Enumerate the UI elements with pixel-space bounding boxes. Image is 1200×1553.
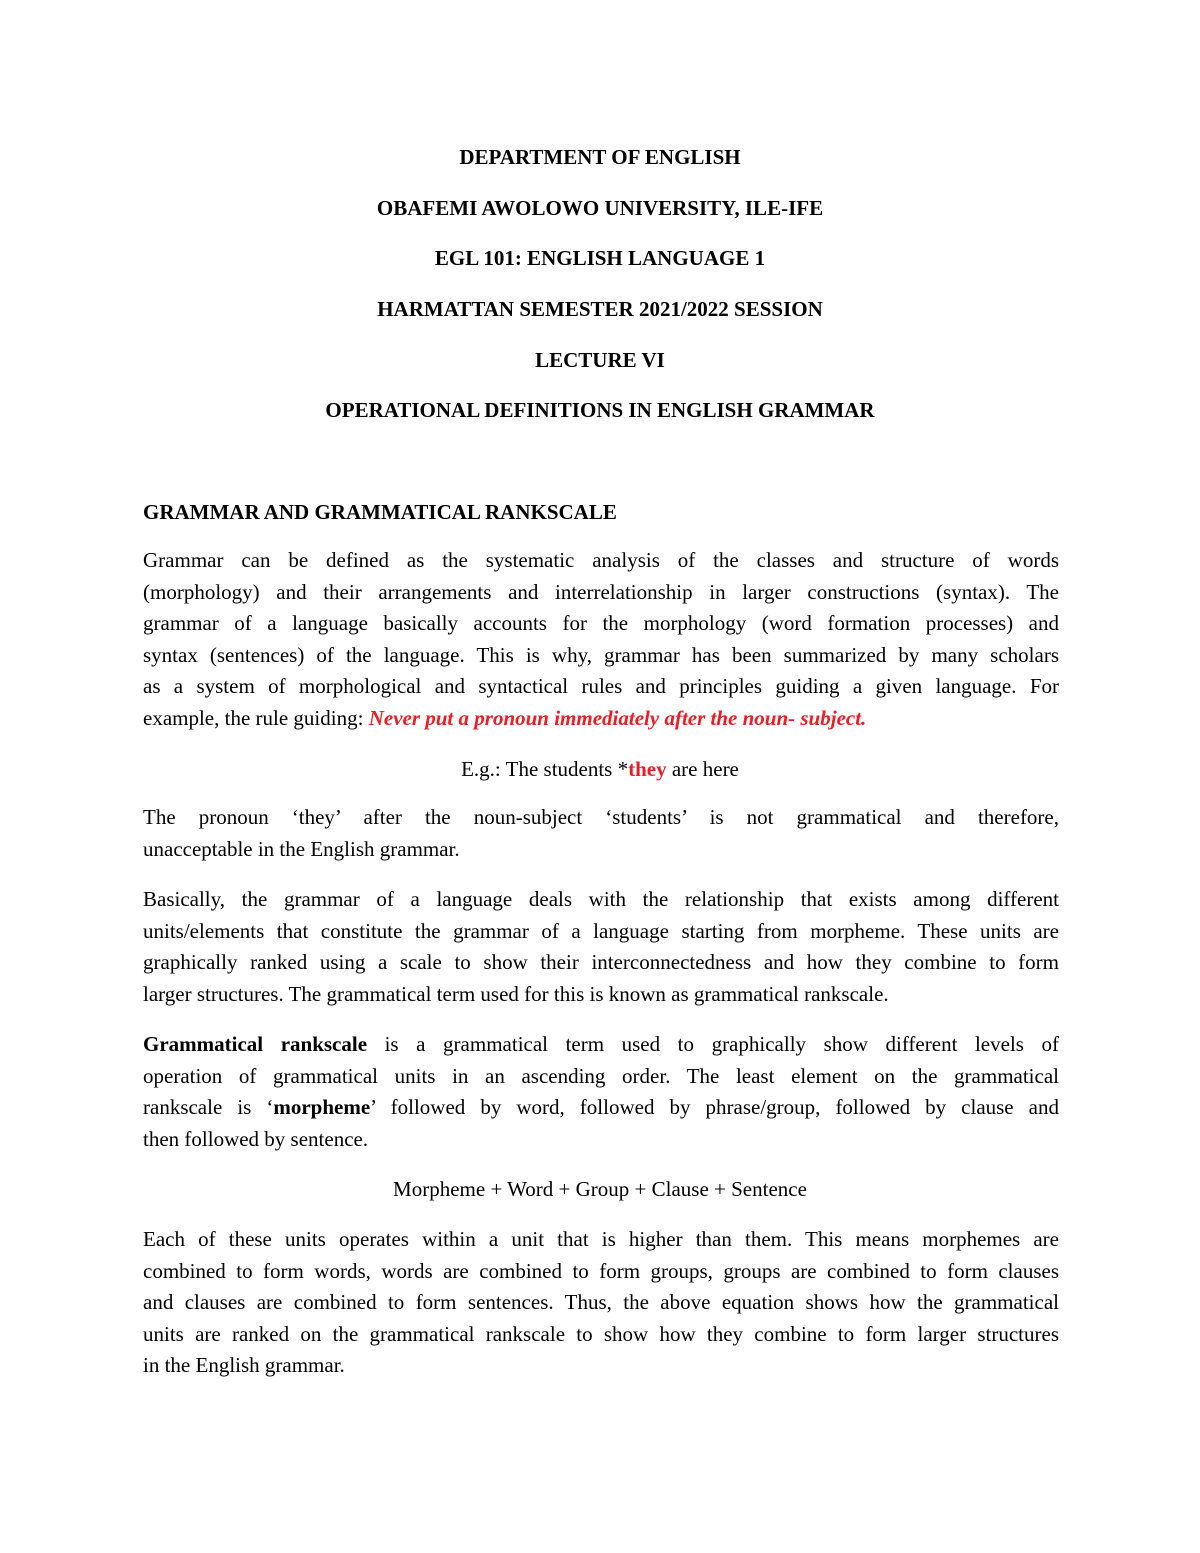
lecture-heading: LECTURE VI — [535, 348, 665, 372]
paragraph-line: units are ranked on the grammatical rankscale to show how they combine to form larger structures — [143, 1321, 1059, 1346]
department-heading: DEPARTMENT OF ENGLISH — [459, 145, 741, 169]
paragraph-line: (morphology) and their arrangements and interrelationship in larger constructions (syntax). The — [143, 579, 1059, 604]
rankscale-equation: Morpheme + Word + Group + Clause + Sentence — [393, 1177, 807, 1201]
paragraph-line: units/elements that constitute the grammar of a language starting from morpheme. These units are — [143, 918, 1059, 943]
paragraph-line: as a system of morphological and syntactical rules and principles guiding a given language. For — [143, 674, 1059, 698]
morpheme-follow-text: ’ followed by word, followed by phrase/group, followed by clause and — [370, 1095, 1059, 1119]
morpheme-intro-text: rankscale is ‘ — [143, 1095, 274, 1119]
paragraph-pronoun-explanation — [143, 802, 1059, 865]
paragraph-line — [143, 1092, 1059, 1124]
rankscale-definition-text: is a grammatical term used to graphically show different levels of — [367, 1032, 1060, 1056]
semester-heading: HARMATTAN SEMESTER 2021/2022 SESSION — [377, 297, 823, 321]
paragraph-grammar-definition — [143, 545, 1059, 734]
course-heading: EGL 101: ENGLISH LANGUAGE 1 — [434, 246, 766, 270]
paragraph-line: in the English grammar. — [143, 1353, 345, 1377]
paragraph-line: Each of these units operates within a unit that is higher than them. This means morphemes are — [143, 1227, 1059, 1251]
paragraph-line: then followed by sentence. — [143, 1126, 369, 1151]
paragraph-line: Grammar can be defined as the systematic analysis of the classes and structure of words — [143, 548, 1059, 572]
paragraph-line: larger structures. The grammatical term used for this is known as grammatical rankscale. — [143, 981, 889, 1006]
paragraph-line: syntax (sentences) of the language. This is why, grammar has been summarized by many scholars — [143, 642, 1059, 667]
rankscale-term: Grammatical rankscale — [143, 1032, 368, 1056]
example-suffix: are here — [666, 757, 739, 781]
paragraph-line — [143, 1029, 1059, 1061]
paragraph-rankscale-definition — [143, 1029, 1059, 1155]
rule-intro-text: example, the rule guiding: — [143, 705, 369, 730]
paragraph-line: The pronoun ‘they’ after the noun-subject ‘students’ is not grammatical and therefore, — [143, 805, 1059, 829]
section-title: GRAMMAR AND GRAMMATICAL RANKSCALE — [143, 500, 617, 524]
paragraph-unit-combination — [143, 1224, 1059, 1382]
university-heading: OBAFEMI AWOLOWO UNIVERSITY, ILE-IFE — [376, 196, 824, 220]
morpheme-term: morpheme — [273, 1095, 371, 1119]
topic-heading: OPERATIONAL DEFINITIONS IN ENGLISH GRAMMAR — [325, 398, 875, 422]
paragraph-line: graphically ranked using a scale to show their interconnectedness and how they combine to form — [143, 950, 1059, 974]
example-error-word: they — [628, 757, 667, 781]
paragraph-line: unacceptable in the English grammar. — [143, 836, 460, 861]
paragraph-line: grammar of a language basically accounts for the morphology (word formation processes) and — [143, 611, 1059, 635]
paragraph-grammar-units — [143, 884, 1059, 1010]
paragraph-line: Basically, the grammar of a language deals with the relationship that exists among different — [143, 887, 1059, 911]
example-prefix: E.g.: The students * — [461, 757, 629, 781]
example-sentence — [0, 756, 1200, 782]
paragraph-line: and clauses are combined to form sentences. Thus, the above equation shows how the grammatical — [143, 1290, 1059, 1314]
paragraph-line — [143, 703, 1059, 735]
grammar-rule-highlight: Never put a pronoun immediately after the noun- subject. — [368, 705, 867, 730]
paragraph-line: operation of grammatical units in an ascending order. The least element on the grammatical — [143, 1063, 1059, 1088]
paragraph-line: combined to form words, words are combined to form groups, groups are combined to form clauses — [143, 1258, 1059, 1283]
